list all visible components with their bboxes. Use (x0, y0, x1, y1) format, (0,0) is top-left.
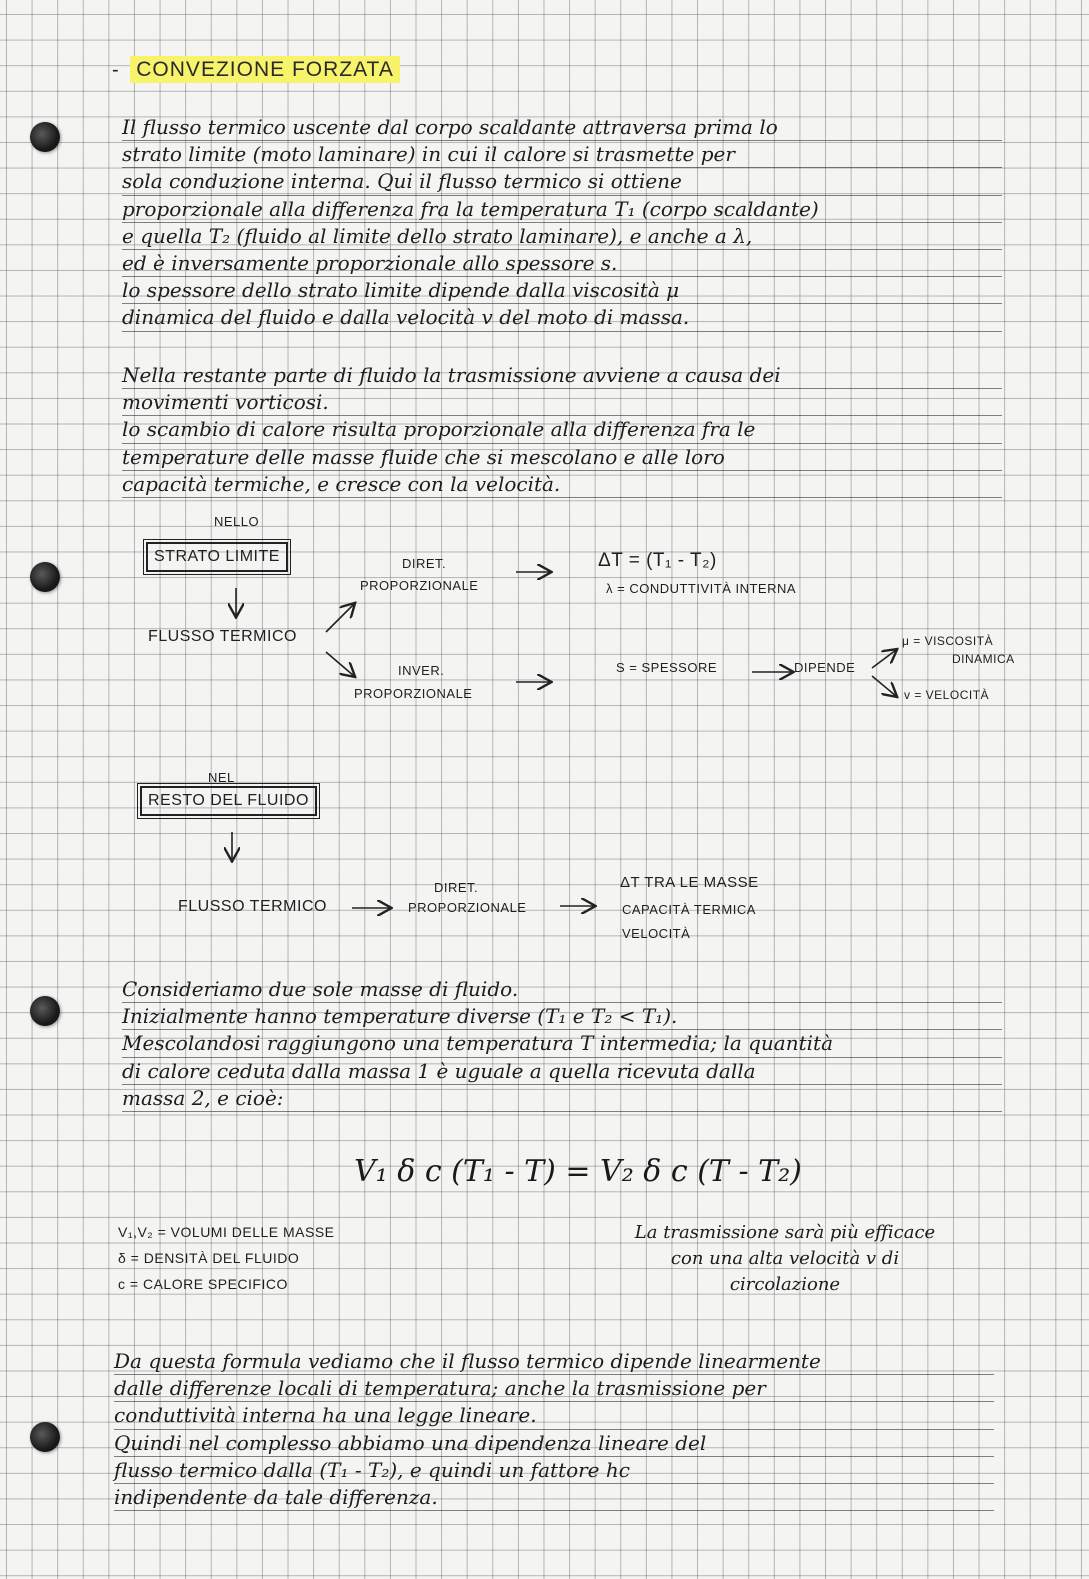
text-line: sola conduzione interna. Qui il flusso termico si ottiene (122, 168, 1002, 195)
diagram1-mu-1: μ = VISCOSITÀ (902, 634, 994, 648)
text-line: di calore ceduta dalla massa 1 è uguale a quella ricevuta dalla (122, 1058, 1002, 1085)
text-line: e quella T₂ (fluido al limite dello strato laminare), e anche a λ, (122, 223, 1002, 250)
text-line: ed è inversamente proporzionale allo spessore s. (122, 250, 1002, 277)
diagram1-node: FLUSSO TERMICO (148, 628, 297, 645)
text-line: Da questa formula vediamo che il flusso termico dipende linearmente (114, 1348, 994, 1375)
paragraph-conclusione (114, 1348, 994, 1511)
text-line: lo scambio di calore risulta proporzionale alla differenza fra le (122, 416, 1002, 443)
text-line: conduttività interna ha una legge lineare. (114, 1402, 994, 1429)
diagram1-spessore: S = SPESSORE (616, 660, 718, 675)
legend-densita: δ = DENSITÀ DEL FLUIDO (118, 1250, 300, 1266)
text-line: indipendente da tale differenza. (114, 1484, 994, 1511)
text-line: lo spessore dello strato limite dipende dalla viscosità μ (122, 277, 1002, 304)
arrow-up-right-icon (326, 604, 354, 632)
arrow-down-right-icon (872, 676, 896, 696)
side-note (590, 1220, 980, 1298)
text-line: dalle differenze locali di temperatura; anche la trasmissione per (114, 1375, 994, 1402)
arrow-up-right-icon (872, 650, 896, 668)
legend-calore: c = CALORE SPECIFICO (118, 1276, 288, 1292)
text-line: massa 2, e cioè: (122, 1085, 1002, 1112)
diagram2-branch-1: DIRET. (434, 880, 479, 895)
text-line: Il flusso termico uscente dal corpo scaldante attraversa prima lo (122, 114, 1002, 141)
text-line: flusso termico dalla (T₁ - T₂), e quindi un fattore hc (114, 1457, 994, 1484)
page-title: CONVEZIONE FORZATA (130, 56, 400, 83)
diagram2-small-label: NEL (208, 770, 235, 785)
text-line: dinamica del fluido e dalla velocità v del moto di massa. (122, 304, 1002, 331)
diagram1-vel: v = VELOCITÀ (904, 688, 990, 702)
diagram2-result-2: CAPACITÀ TERMICA (622, 902, 756, 917)
diagram1-lower-branch-1: INVER. (398, 663, 445, 678)
diagram2-branch-2: PROPORZIONALE (408, 900, 527, 915)
heat-balance-formula: V₁ δ c (T₁ - T) = V₂ δ c (T - T₂) (354, 1154, 802, 1189)
diagram1-lower-branch-2: PROPORZIONALE (354, 686, 473, 701)
side-note-line: circolazione (729, 1274, 841, 1295)
text-line: proporzionale alla differenza fra la temperatura T₁ (corpo scaldante) (122, 196, 1002, 223)
side-note-line: La trasmissione sarà più efficace (634, 1222, 936, 1243)
diagram2-result-3: VELOCITÀ (622, 926, 691, 941)
text-line: capacità termiche, e cresce con la velocità. (122, 471, 1002, 498)
diagram2-box: RESTO DEL FLUIDO (140, 786, 317, 816)
legend-volumi: V₁,V₂ = VOLUMI DELLE MASSE (118, 1224, 335, 1240)
diagram1-mu-2: DINAMICA (952, 652, 1015, 666)
text-line: Mescolandosi raggiungono una temperatura T intermedia; la quantità (122, 1030, 1002, 1057)
text-line: Quindi nel complesso abbiamo una dipendenza lineare del (114, 1430, 994, 1457)
paragraph-due-masse (122, 976, 1002, 1112)
side-note-line: con una alta velocità v di (670, 1248, 900, 1269)
diagram2-node: FLUSSO TERMICO (178, 898, 327, 915)
title-dash: - (112, 59, 120, 81)
text-line: movimenti vorticosi. (122, 389, 1002, 416)
text-line: Consideriamo due sole masse di fluido. (122, 976, 1002, 1003)
diagram1-lambda: λ = CONDUTTIVITÀ INTERNA (606, 581, 797, 596)
diagram1-delta-t: ΔT = (T₁ - T₂) (598, 550, 717, 571)
diagram1-upper-branch-2: PROPORZIONALE (360, 578, 479, 593)
arrow-down-right-icon (326, 652, 354, 676)
diagram2-result-1: ΔT TRA LE MASSE (620, 874, 759, 891)
text-line: strato limite (moto laminare) in cui il calore si trasmette per (122, 141, 1002, 168)
text-line: temperature delle masse fluide che si mescolano e alle loro (122, 444, 1002, 471)
text-line: Inizialmente hanno temperature diverse (T₁ e T₂ < T₁). (122, 1003, 1002, 1030)
diagram1-dipende: DIPENDE (794, 660, 856, 675)
diagram1-box: STRATO LIMITE (146, 542, 288, 572)
text-line: Nella restante parte di fluido la trasmissione avviene a causa dei (122, 362, 1002, 389)
diagram1-upper-branch-1: DIRET. (402, 556, 447, 571)
diagram1-small-label: NELLO (214, 514, 260, 529)
